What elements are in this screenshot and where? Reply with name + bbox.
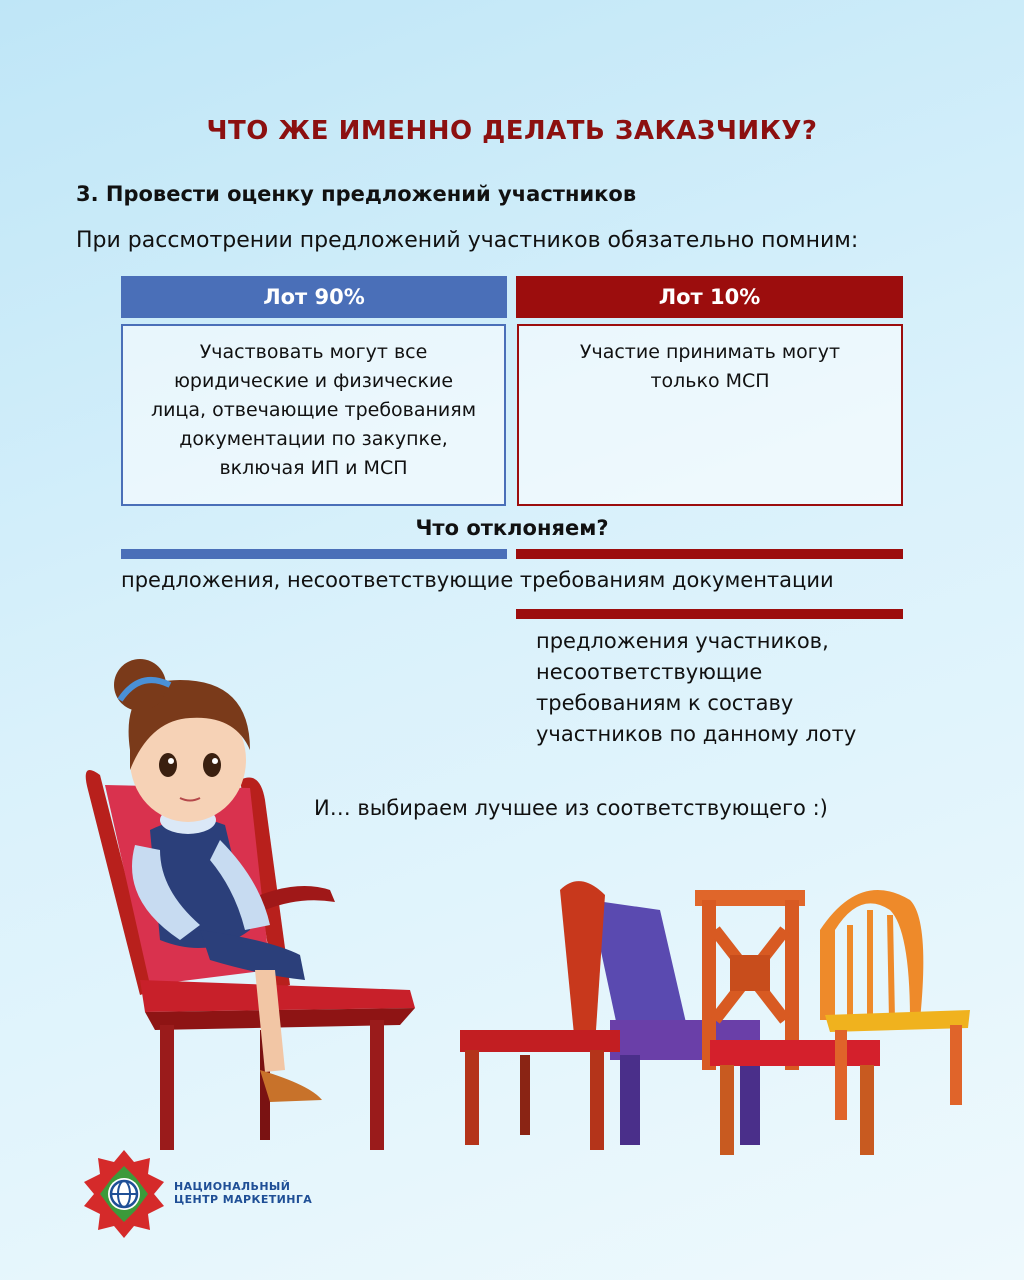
reject-msp-text bbox=[536, 626, 896, 750]
national-marketing-center-logo bbox=[78, 1148, 170, 1240]
reject-both-lots-text: предложения, несоответствующие требованиям документации bbox=[121, 568, 834, 592]
girl-on-chair-illustration bbox=[60, 640, 440, 1160]
reject-msp-line: предложения участников, bbox=[536, 629, 829, 653]
lot-90-description bbox=[121, 324, 506, 506]
lot-90-line: юридические и физические bbox=[173, 370, 454, 392]
page-title: ЧТО ЖЕ ИМЕННО ДЕЛАТЬ ЗАКАЗЧИКУ? bbox=[206, 116, 818, 146]
lot-90-line: документации по закупке, bbox=[179, 428, 448, 450]
lot-10-description bbox=[517, 324, 903, 506]
reject-heading: Что отклоняем? bbox=[415, 516, 609, 540]
step-heading: 3. Провести оценку предложений участников bbox=[76, 182, 637, 206]
reject-msp-line: несоответствующие bbox=[536, 660, 763, 684]
lot-90-header: Лот 90% bbox=[121, 276, 507, 318]
lot-90-line: включая ИП и МСП bbox=[219, 457, 408, 479]
red-divider-msp bbox=[516, 609, 903, 619]
blue-divider bbox=[121, 549, 507, 559]
chairs-illustration bbox=[440, 870, 980, 1170]
lot-90-line: Участвовать могут все bbox=[199, 341, 428, 363]
intro-text: При рассмотрении предложений участников обязательно помним: bbox=[76, 228, 859, 253]
lot-10-header: Лот 10% bbox=[516, 276, 903, 318]
logo-text bbox=[174, 1180, 312, 1206]
lot-10-line: Участие принимать могут bbox=[579, 341, 841, 363]
closing-text: И… выбираем лучшее из соответствующего :) bbox=[314, 796, 828, 820]
reject-msp-line: участников по данному лоту bbox=[536, 722, 857, 746]
reject-msp-line: требованиям к составу bbox=[536, 691, 794, 715]
logo-line-2: ЦЕНТР МАРКЕТИНГА bbox=[174, 1193, 313, 1206]
logo-line-1: НАЦИОНАЛЬНЫЙ bbox=[174, 1180, 291, 1193]
red-divider bbox=[516, 549, 903, 559]
lot-10-line: только МСП bbox=[650, 370, 770, 392]
lot-90-line: лица, отвечающие требованиям bbox=[150, 399, 477, 421]
